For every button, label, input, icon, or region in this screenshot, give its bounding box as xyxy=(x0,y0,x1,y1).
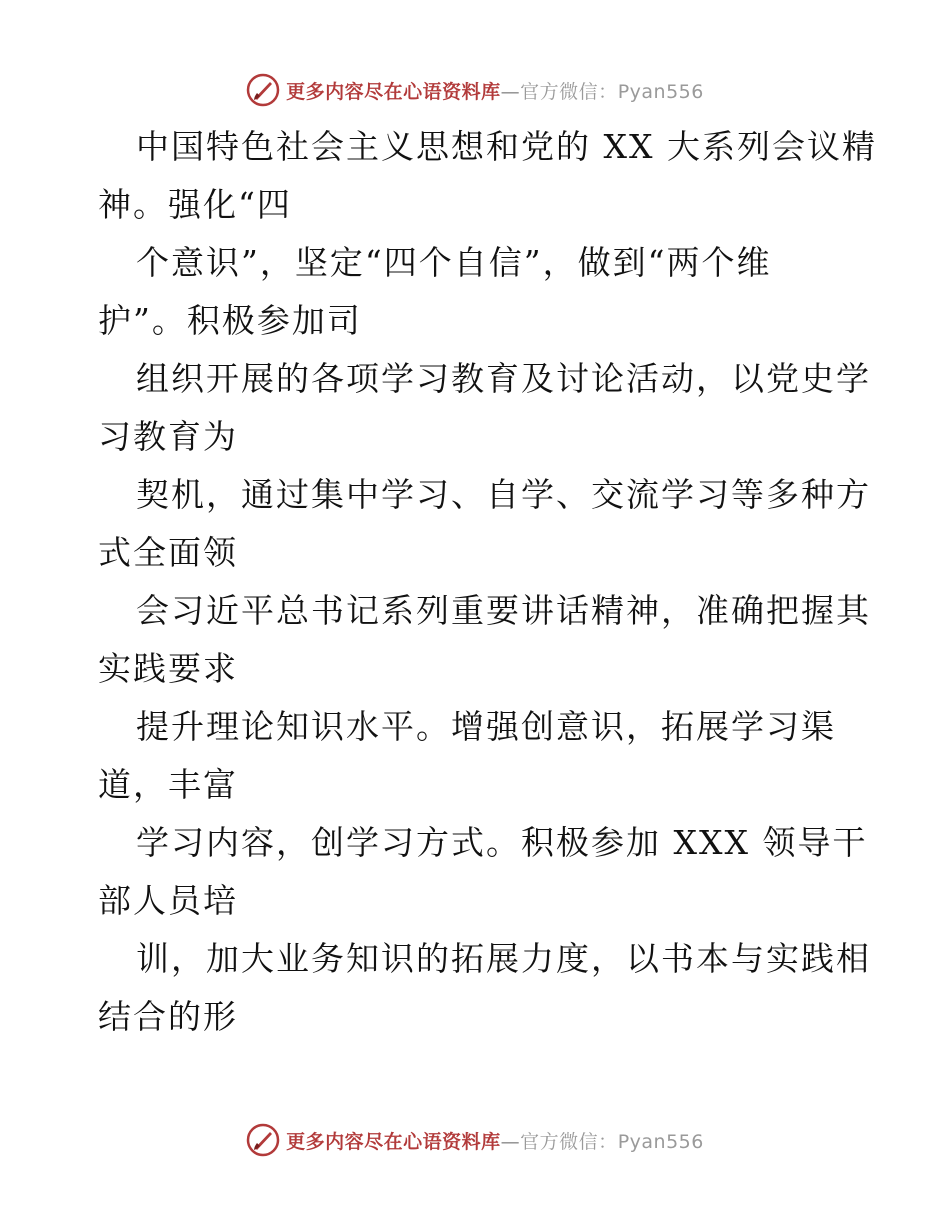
text-line: 提升理论知识水平。增强创意识，拓展学习渠 xyxy=(136,707,836,746)
quill-logo-icon xyxy=(246,1123,280,1157)
header-watermark xyxy=(0,70,950,110)
watermark-wechat-label: 官方微信： xyxy=(520,80,618,103)
watermark-wechat-id: Pyan556 xyxy=(617,1130,704,1153)
text-line: 训，加大业务知识的拓展力度，以书本与实践相 xyxy=(136,939,871,978)
text-line: 个意识”，坚定“四个自信”，做到“两个维 xyxy=(136,243,772,282)
watermark-brand: 更多内容尽在心语资料库 xyxy=(286,1130,501,1153)
text-line: 契机，通过集中学习、自学、交流学习等多种方 xyxy=(136,475,871,514)
text-line: 习教育为 xyxy=(98,417,238,456)
watermark-dash: — xyxy=(500,1130,521,1153)
text-line: 部人员培 xyxy=(98,881,238,920)
text-line: 中国特色社会主义思想和党的 XX 大系列会议精 xyxy=(136,127,877,166)
text-line: 护”。积极参加司 xyxy=(98,301,362,340)
text-line: 道，丰富 xyxy=(98,765,238,804)
watermark-wechat-id: Pyan556 xyxy=(617,80,704,103)
watermark-wechat-label: 官方微信： xyxy=(520,1130,618,1153)
text-line: 式全面领 xyxy=(98,533,238,572)
text-line: 神。强化“四 xyxy=(98,185,292,224)
text-line: 组织开展的各项学习教育及讨论活动，以党史学 xyxy=(136,359,871,398)
text-line: 学习内容，创学习方式。积极参加 XXX 领导干 xyxy=(136,823,868,862)
quill-logo-icon xyxy=(246,73,280,107)
text-line: 会习近平总书记系列重要讲话精神，准确把握其 xyxy=(136,591,871,630)
text-line: 结合的形 xyxy=(98,997,238,1036)
watermark-brand: 更多内容尽在心语资料库 xyxy=(286,80,501,103)
watermark-dash: — xyxy=(500,80,521,103)
document-body xyxy=(98,118,877,1046)
footer-watermark xyxy=(0,1120,950,1160)
text-line: 实践要求 xyxy=(98,649,238,688)
